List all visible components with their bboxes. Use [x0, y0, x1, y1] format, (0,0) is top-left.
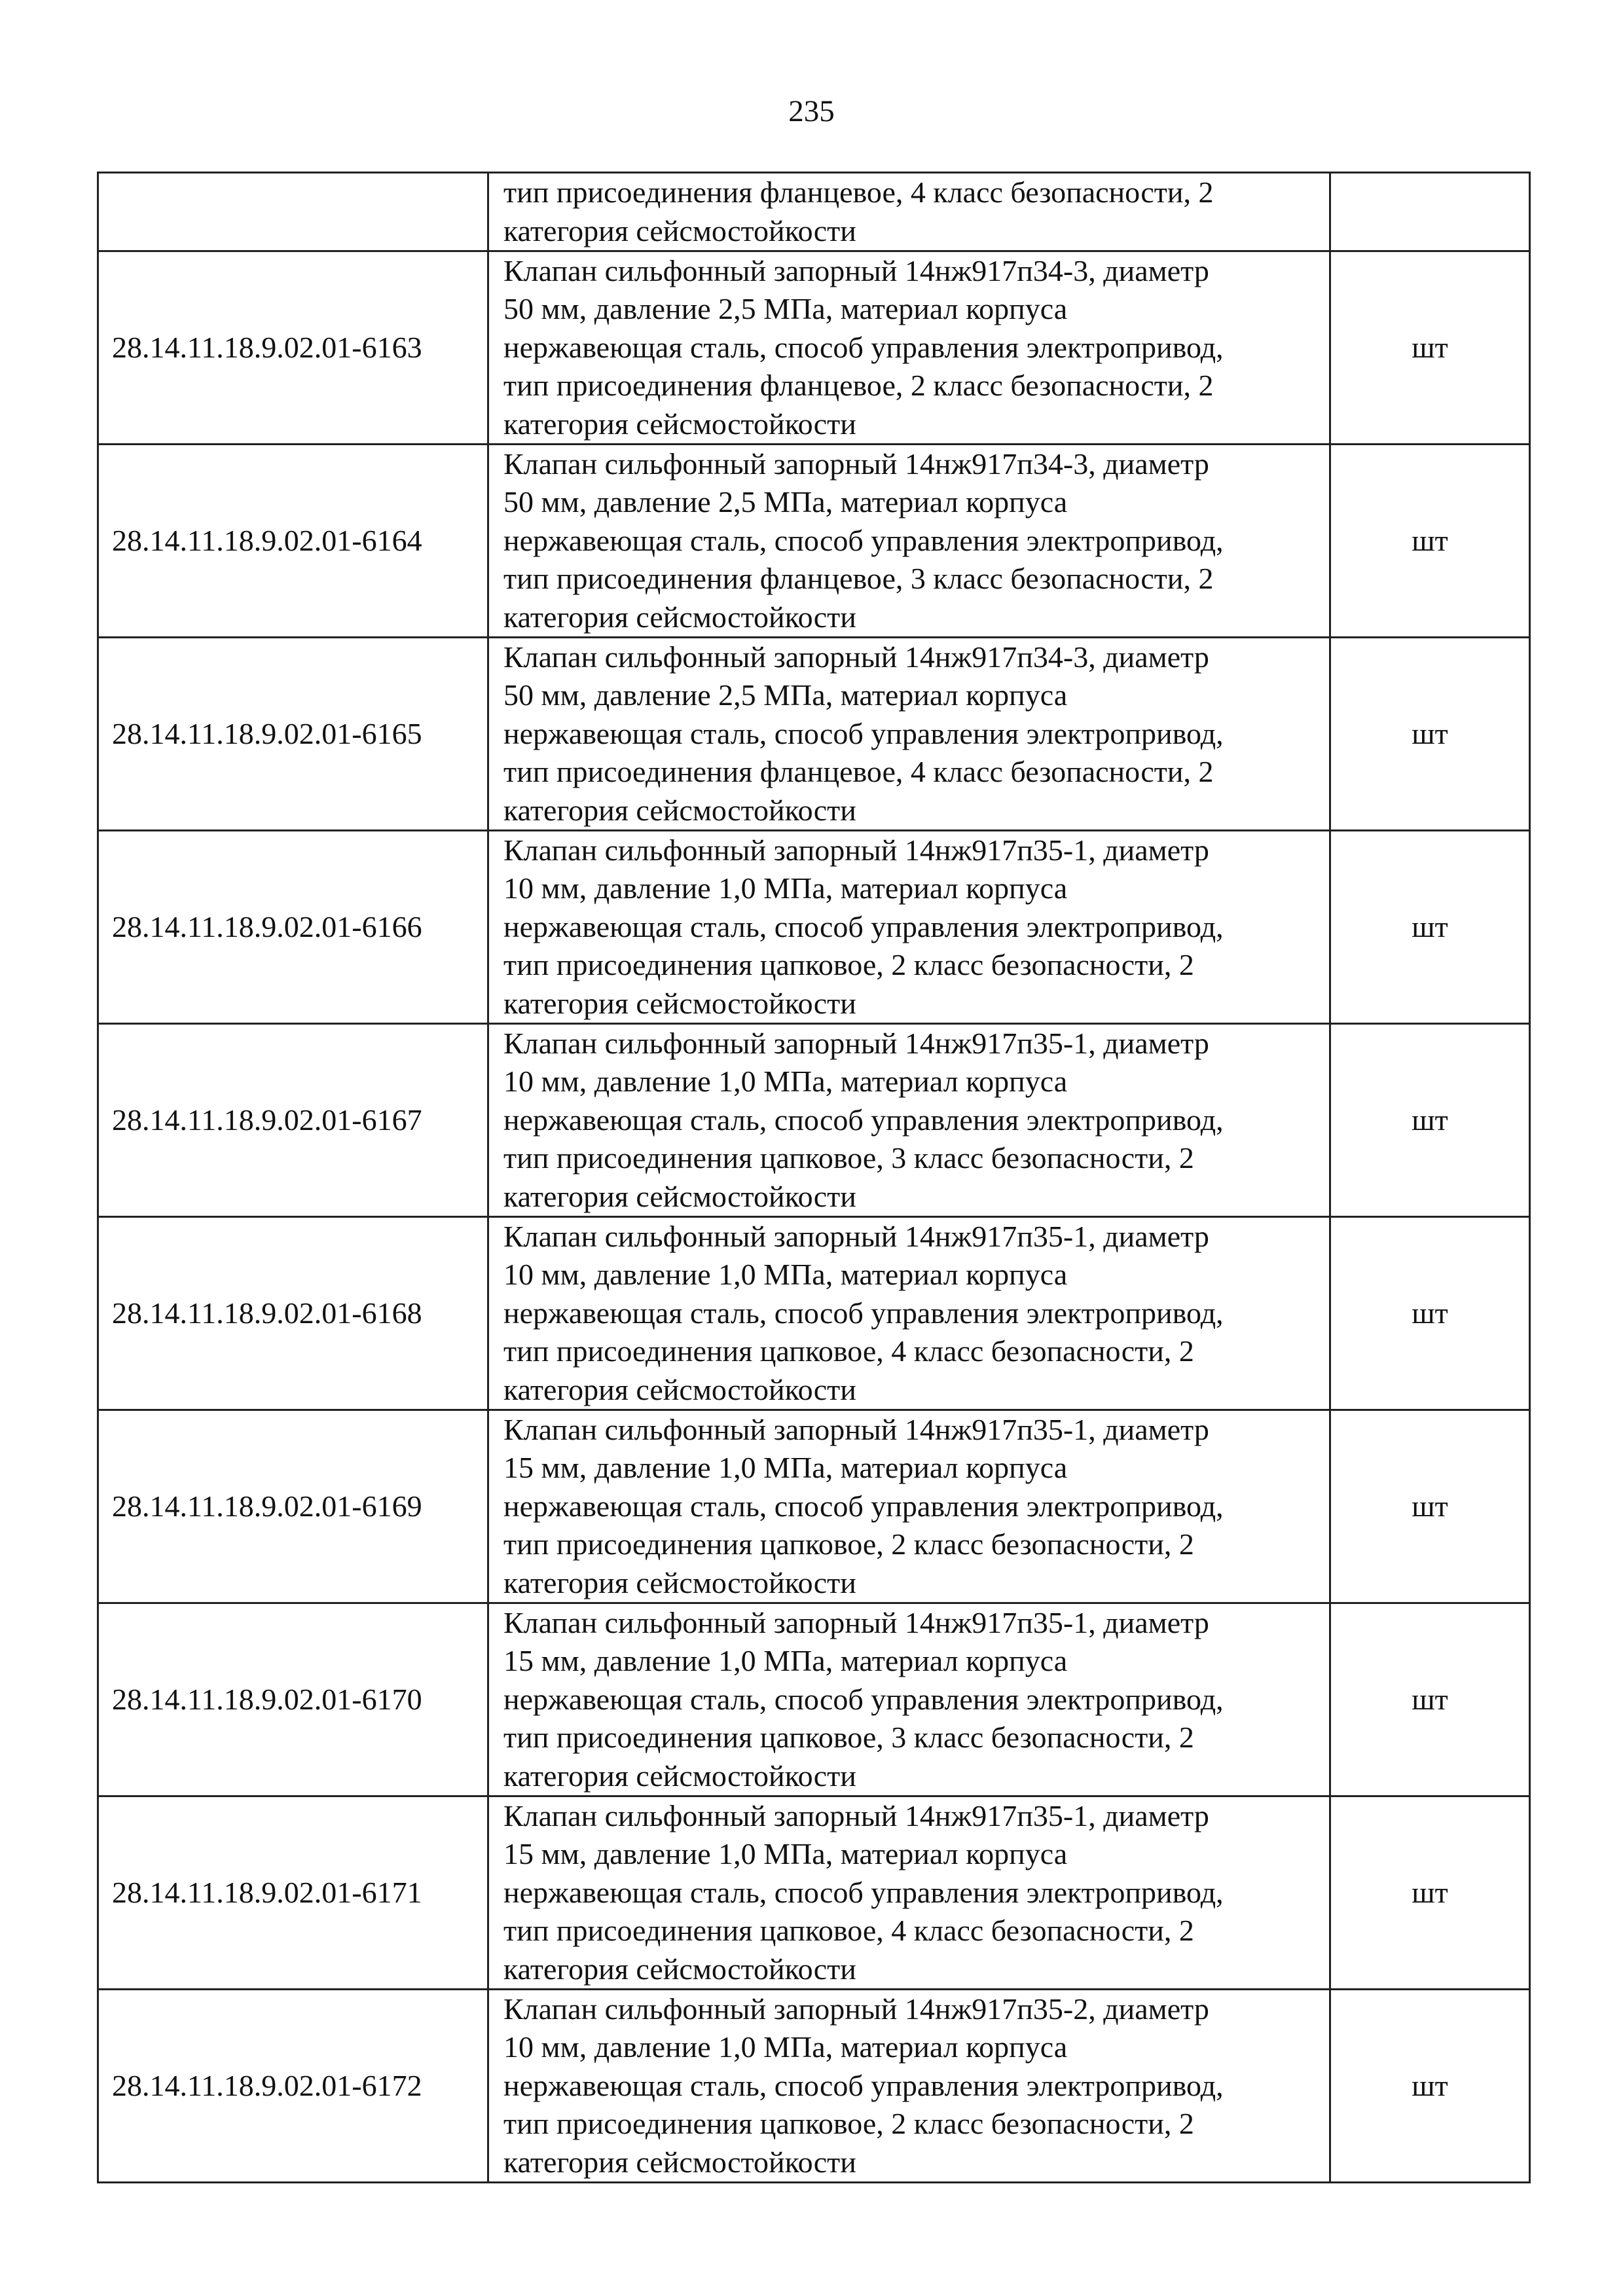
description-line: тип присоединения фланцевое, 4 класс безопасности, 2 — [503, 755, 1214, 789]
table-row — [98, 638, 1530, 831]
description-line: нержавеющая сталь, способ управления электропривод, — [503, 330, 1224, 364]
description-line: тип присоединения цапковое, 2 класс безопасности, 2 — [503, 2107, 1194, 2141]
table-row — [98, 1796, 1530, 1990]
description-line: тип присоединения фланцевое, 3 класс безопасности, 2 — [503, 562, 1214, 596]
description-line: категория сейсмостойкости — [503, 407, 856, 441]
unit-cell: шт — [1330, 1024, 1530, 1217]
description-line: Клапан сильфонный запорный 14нж917п35-1, диаметр — [503, 1799, 1209, 1833]
description-line: 50 мм, давление 2,5 МПа, материал корпуса — [503, 678, 1068, 712]
description-line: тип присоединения фланцевое, 2 класс безопасности, 2 — [503, 369, 1214, 403]
description-cell — [488, 1410, 1330, 1603]
description-line: Клапан сильфонный запорный 14нж917п35-1, диаметр — [503, 1027, 1209, 1061]
unit-cell: шт — [1330, 251, 1530, 445]
description-line: нержавеющая сталь, способ управления электропривод, — [503, 716, 1224, 750]
description-line: Клапан сильфонный запорный 14нж917п35-1, диаметр — [503, 1413, 1209, 1447]
description-line: Клапан сильфонный запорный 14нж917п34-3, диаметр — [503, 640, 1209, 674]
code-cell: 28.14.11.18.9.02.01-6169 — [98, 1410, 488, 1603]
code-cell: 28.14.11.18.9.02.01-6163 — [98, 251, 488, 445]
description-cell — [488, 638, 1330, 831]
description-line: категория сейсмостойкости — [503, 600, 856, 634]
description-line: нержавеющая сталь, способ управления электропривод, — [503, 1875, 1224, 1909]
table-row — [98, 1603, 1530, 1796]
description-cell — [488, 251, 1330, 445]
page-number: 235 — [788, 94, 835, 128]
description-line: Клапан сильфонный запорный 14нж917п35-2, диаметр — [503, 1992, 1209, 2026]
unit-cell: шт — [1330, 1217, 1530, 1410]
code-cell: 28.14.11.18.9.02.01-6167 — [98, 1024, 488, 1217]
description-line: тип присоединения цапковое, 4 класс безопасности, 2 — [503, 1334, 1194, 1368]
code-cell: 28.14.11.18.9.02.01-6166 — [98, 831, 488, 1024]
description-line: тип присоединения фланцевое, 4 класс безопасности, 2 — [503, 175, 1214, 210]
unit-cell: шт — [1330, 1990, 1530, 2183]
description-cell — [488, 173, 1330, 251]
unit-cell — [1330, 173, 1530, 251]
description-line: категория сейсмостойкости — [503, 986, 856, 1020]
description-line: тип присоединения цапковое, 3 класс безопасности, 2 — [503, 1721, 1194, 1755]
description-cell — [488, 445, 1330, 638]
unit-cell: шт — [1330, 1603, 1530, 1796]
description-line: 15 мм, давление 1,0 МПа, материал корпуса — [503, 1837, 1068, 1871]
description-line: нержавеющая сталь, способ управления электропривод, — [503, 1296, 1224, 1330]
items-table — [97, 172, 1531, 2183]
description-line: 15 мм, давление 1,0 МПа, материал корпуса — [503, 1451, 1068, 1485]
description-line: категория сейсмостойкости — [503, 1758, 856, 1793]
table-row-continuation — [98, 173, 1530, 251]
description-cell — [488, 1024, 1330, 1217]
description-line: нержавеющая сталь, способ управления электропривод, — [503, 2068, 1224, 2102]
description-line: Клапан сильфонный запорный 14нж917п34-3, диаметр — [503, 447, 1209, 481]
description-line: 50 мм, давление 2,5 МПа, материал корпуса — [503, 485, 1068, 519]
description-line: тип присоединения цапковое, 4 класс безопасности, 2 — [503, 1914, 1194, 1948]
description-line: нержавеющая сталь, способ управления электропривод, — [503, 1102, 1224, 1137]
table-row — [98, 1024, 1530, 1217]
unit-cell: шт — [1330, 1796, 1530, 1990]
code-cell — [98, 173, 488, 251]
description-line: Клапан сильфонный запорный 14нж917п35-1, диаметр — [503, 1220, 1209, 1254]
description-line: 15 мм, давление 1,0 МПа, материал корпуса — [503, 1644, 1068, 1678]
description-line: категория сейсмостойкости — [503, 793, 856, 827]
code-cell: 28.14.11.18.9.02.01-6164 — [98, 445, 488, 638]
description-line: Клапан сильфонный запорный 14нж917п35-1, диаметр — [503, 1606, 1209, 1640]
code-cell: 28.14.11.18.9.02.01-6170 — [98, 1603, 488, 1796]
unit-cell: шт — [1330, 445, 1530, 638]
code-cell: 28.14.11.18.9.02.01-6168 — [98, 1217, 488, 1410]
code-cell: 28.14.11.18.9.02.01-6165 — [98, 638, 488, 831]
description-line: 10 мм, давление 1,0 МПа, материал корпуса — [503, 871, 1068, 905]
description-line: нержавеющая сталь, способ управления электропривод, — [503, 523, 1224, 557]
description-cell — [488, 1217, 1330, 1410]
unit-cell: шт — [1330, 638, 1530, 831]
table-row — [98, 831, 1530, 1024]
unit-cell: шт — [1330, 1410, 1530, 1603]
description-line: нержавеющая сталь, способ управления электропривод, — [503, 1682, 1224, 1716]
description-line: категория сейсмостойкости — [503, 1179, 856, 1213]
description-line: нержавеющая сталь, способ управления электропривод, — [503, 909, 1224, 943]
description-line: 10 мм, давление 1,0 МПа, материал корпуса — [503, 1065, 1068, 1099]
description-line: тип присоединения цапковое, 2 класс безопасности, 2 — [503, 948, 1194, 982]
description-line: тип присоединения цапковое, 2 класс безопасности, 2 — [503, 1527, 1194, 1561]
unit-cell: шт — [1330, 831, 1530, 1024]
table-row — [98, 1217, 1530, 1410]
description-line: категория сейсмостойкости — [503, 1565, 856, 1599]
table-row — [98, 251, 1530, 445]
table-row — [98, 445, 1530, 638]
description-line: 10 мм, давление 1,0 МПа, материал корпуса — [503, 1258, 1068, 1292]
description-cell — [488, 1990, 1330, 2183]
code-cell: 28.14.11.18.9.02.01-6172 — [98, 1990, 488, 2183]
description-line: категория сейсмостойкости — [503, 213, 856, 247]
description-line: категория сейсмостойкости — [503, 1952, 856, 1986]
description-line: Клапан сильфонный запорный 14нж917п34-3, диаметр — [503, 254, 1209, 288]
description-cell — [488, 1603, 1330, 1796]
description-line: нержавеющая сталь, способ управления электропривод, — [503, 1489, 1224, 1523]
description-cell — [488, 831, 1330, 1024]
table-row — [98, 1990, 1530, 2183]
description-line: категория сейсмостойкости — [503, 2145, 856, 2179]
description-line: тип присоединения цапковое, 3 класс безопасности, 2 — [503, 1141, 1194, 1175]
description-line: 10 мм, давление 1,0 МПа, материал корпуса — [503, 2030, 1068, 2064]
description-cell — [488, 1796, 1330, 1990]
table-row — [98, 1410, 1530, 1603]
code-cell: 28.14.11.18.9.02.01-6171 — [98, 1796, 488, 1990]
description-line: категория сейсмостойкости — [503, 1372, 856, 1406]
description-line: 50 мм, давление 2,5 МПа, материал корпуса — [503, 292, 1068, 326]
description-line: Клапан сильфонный запорный 14нж917п35-1, диаметр — [503, 833, 1209, 867]
